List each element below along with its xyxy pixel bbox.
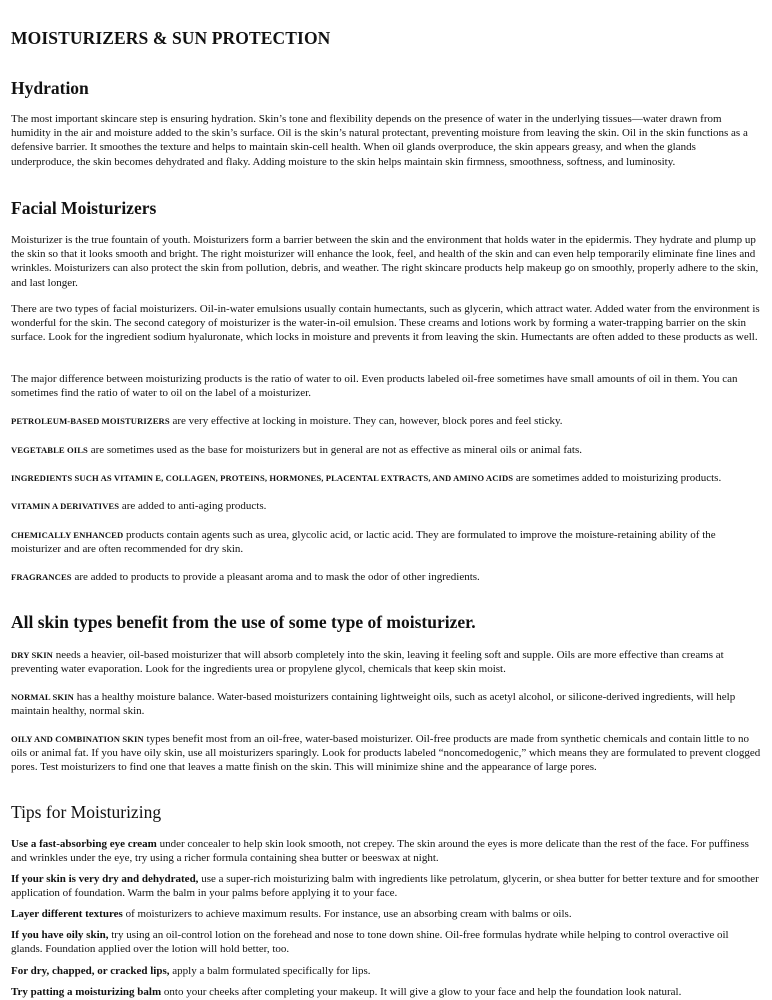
ingredient-item <box>11 528 761 556</box>
tip-item <box>11 964 761 978</box>
ingredient-text: are sometimes added to moisturizing products. <box>513 472 722 484</box>
tip-lead: Layer different textures <box>11 908 123 920</box>
hydration-paragraph: The most important skincare step is ensuring hydration. Skin’s tone and flexibility depends on the presence of water in the underlying tissues—water drawn from humidity in the air and moisture added to the skin’s surface. Oil is the skin’s natural protectant, preventing moisture from leaving the skin. Oil in the skin functions as a defensive barrier. It smoothes the texture and helps to maintain skin-cell health. When oil glands overproduce, the skin appears greasy, and when the glands underproduce, the skin becomes dehydrated and flaky. Adding moisture to the skin helps maintain skin firmness, smoothness, softness, and luminosity. <box>11 113 748 168</box>
ingredient-term: INGREDIENTS SUCH AS VITAMIN E, COLLAGEN, PROTEINS, HORMONES, PLACENTAL EXTRACTS, AND AMINO ACIDS <box>11 473 514 483</box>
tip-item <box>11 872 761 900</box>
tip-lead: For dry, chapped, or cracked lips, <box>11 965 170 977</box>
tip-item <box>11 928 761 956</box>
ingredient-text: are very effective at locking in moisture. They can, however, block pores and feel sticky. <box>169 415 563 427</box>
tip-item <box>11 907 761 921</box>
ingredient-term: PETROLEUM-BASED MOISTURIZERS <box>11 416 170 426</box>
skin-type-term: OILY AND COMBINATION SKIN <box>11 734 144 744</box>
tip-text: try using an oil-control lotion on the forehead and nose to tone down shine. Oil-free formulas hydrate while helping to control overactive oil glands. Foundation applied over the lotion will hold better, too. <box>11 929 729 956</box>
tip-text: of moisturizers to achieve maximum results. For instance, use an absorbing cream with balms or oils. <box>122 908 572 920</box>
facial-paragraph-3: The major difference between moisturizing products is the ratio of water to oil. Even products labeled oil-free sometimes have small amounts of oil in them. You can sometimes find the ratio of water to oil on the label of a moisturizer. <box>11 373 738 400</box>
ingredient-text: are sometimes used as the base for moisturizers but in general are not as effective as mineral oils or animal fats. <box>87 444 582 456</box>
skin-type-term: DRY SKIN <box>11 650 53 660</box>
skin-type-item <box>11 732 761 775</box>
ingredient-item <box>11 443 761 457</box>
tip-lead: Use a fast-absorbing eye cream <box>11 838 157 850</box>
tip-item <box>11 837 761 865</box>
ingredient-item <box>11 570 761 584</box>
skin-type-text: has a healthy moisture balance. Water-based moisturizers containing lightweight oils, such as acetyl alcohol, or silicone-derived ingredients, will help maintain healthy, normal skin. <box>11 691 736 718</box>
tip-lead: If your skin is very dry and dehydrated, <box>11 873 199 885</box>
section-heading-skin-types: All skin types benefit from the use of some type of moisturizer. <box>11 612 476 632</box>
ingredient-text: are added to products to provide a pleasant aroma and to mask the odor of other ingredients. <box>71 571 480 583</box>
facial-paragraph-1: Moisturizer is the true fountain of youth. Moisturizers form a barrier between the skin and the environment that holds water in the epidermis. They hydrate and plump up the skin so that it looks smooth and bright. The right moisturizer will enhance the look, feel, and health of the skin and can even help temporarily eliminate fine lines and wrinkles. Moisturizers can also protect the skin from pollution, debris, and weather. The right skincare products help makeup go on smoothly, properly adhere to the skin, and last longer. <box>11 234 759 289</box>
section-heading-hydration: Hydration <box>11 78 89 98</box>
document-title: MOISTURIZERS & SUN PROTECTION <box>11 28 331 48</box>
tip-text: under concealer to help skin look smooth, not crepey. The skin around the eyes is more delicate than the rest of the face. For puffiness and wrinkles under the eye, try using a richer formula containing shea butter or beeswax at night. <box>11 838 749 865</box>
tip-text: apply a balm formulated specifically for lips. <box>169 965 371 977</box>
ingredient-item <box>11 471 761 485</box>
skin-type-item <box>11 648 761 676</box>
ingredient-item <box>11 414 761 428</box>
skin-type-item <box>11 690 761 718</box>
section-heading-tips: Tips for Moisturizing <box>11 802 162 822</box>
section-heading-facial-moisturizers: Facial Moisturizers <box>11 198 157 218</box>
tip-item <box>11 985 761 999</box>
tip-lead: If you have oily skin, <box>11 929 109 941</box>
ingredient-item <box>11 499 761 513</box>
ingredient-text: products contain agents such as urea, glycolic acid, or lactic acid. They are formulated to improve the moisture-retaining ability of the moisturizer and are often recommended for dry skin. <box>11 529 716 556</box>
tip-text: onto your cheeks after completing your makeup. It will give a glow to your face and help the foundation look natural. <box>161 986 682 998</box>
ingredient-term: FRAGRANCES <box>11 572 72 582</box>
ingredient-term: VEGETABLE OILS <box>11 445 88 455</box>
ingredient-term: CHEMICALLY ENHANCED <box>11 530 124 540</box>
skin-type-text: types benefit most from an oil-free, water-based moisturizer. Oil-free products are made from synthetic chemicals and contain little to no oils or animal fat. If you have oily skin, use all moisturizers sparingly. Look for products labeled “noncomedogenic,” which means they are formulated to prevent clogged pores. Test moisturizers to find one that leaves a matte finish on the skin. This will minimize shine and the appearance of large pores. <box>11 733 761 774</box>
tip-lead: Try patting a moisturizing balm <box>11 986 162 998</box>
tip-text: use a super-rich moisturizing balm with ingredients like petrolatum, glycerin, or shea butter for better texture and for smoother application of foundation. Warm the balm in your palms before applying it to your face. <box>11 873 759 900</box>
ingredient-term: VITAMIN A DERIVATIVES <box>11 501 120 511</box>
ingredient-text: are added to anti-aging products. <box>119 500 267 512</box>
skin-type-text: needs a heavier, oil-based moisturizer that will absorb completely into the skin, leaving it feeling soft and supple. Oils are more effective than creams at preventing water evaporation. Look for the ingredients urea or propylene glycol, chemicals that keep skin moist. <box>11 649 724 676</box>
facial-paragraph-2: There are two types of facial moisturizers. Oil-in-water emulsions usually contain humectants, such as glycerin, which attract water. Added water from the environment is wonderful for the skin. The second category of moisturizer is the water-in-oil emulsion. These creams and lotions work by forming a water-trapping barrier on the skin surface. Look for the ingredient sodium hyaluronate, which locks in moisture and prevents it from leaving the skin. Humectants are often added to these products as well. <box>11 303 760 344</box>
skin-type-term: NORMAL SKIN <box>11 692 74 702</box>
